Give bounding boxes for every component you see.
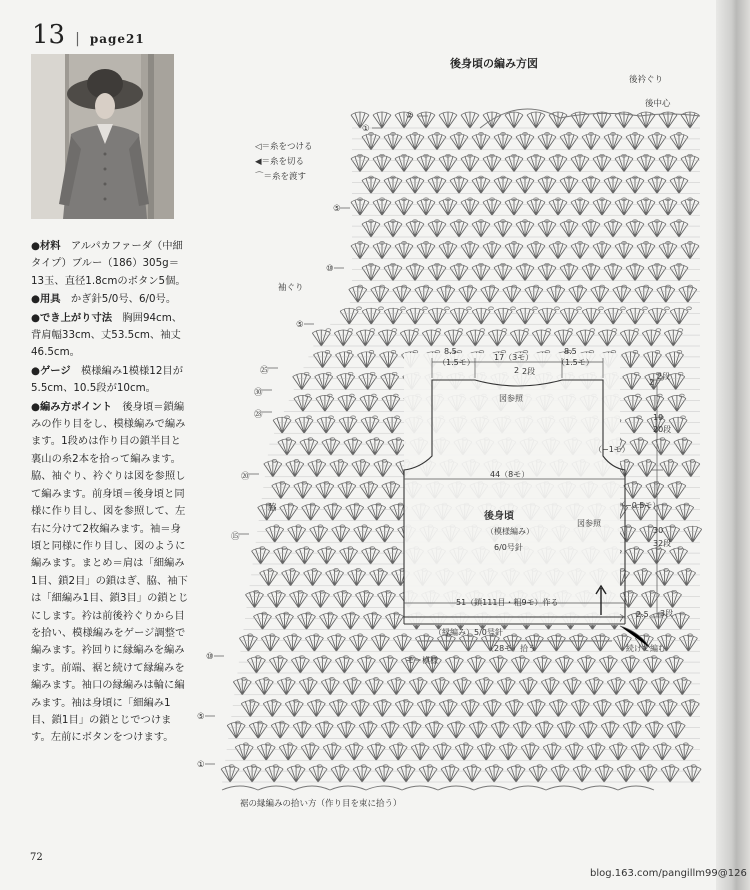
schematic-ref-top: 図参照 <box>499 394 523 403</box>
hem-pickup-note: 裾の縁編みの拾い方（作り目を束に拾う） <box>240 799 402 809</box>
row-marker: ㉘ <box>254 410 263 420</box>
row-marker: ⑮ <box>231 532 240 542</box>
row-marker: ① <box>197 760 205 770</box>
center-label: 後中心 <box>645 99 671 109</box>
shoulder-left-width: 8.5 <box>444 347 457 356</box>
armhole-rows: 20段 <box>653 425 672 434</box>
edging-height: 2.5 <box>636 610 649 619</box>
schematic-title: 後身頃 <box>484 511 514 522</box>
legend-cut: ◀＝糸を切る <box>255 157 305 167</box>
row-marker: ⑤ <box>197 712 205 722</box>
legend-attach: ◁＝糸をつける <box>255 142 313 152</box>
top-rows: 2 <box>649 378 655 387</box>
continue-note: 続けて編む <box>626 644 666 653</box>
pickup-note: （28モ）拾う <box>486 644 537 653</box>
row-marker: ② <box>406 111 414 121</box>
armhole-decrease: （−1モ） <box>594 445 630 454</box>
row-marker: ㉕ <box>260 366 269 376</box>
diagram-title: 後身頃の編み方図 <box>450 57 538 70</box>
side-rows: 32段 <box>653 539 672 548</box>
neckline-label: 後衿ぐり <box>629 75 664 85</box>
cut-icon: ◀ <box>255 157 262 167</box>
edging-note: （縁編み）5/0号針 <box>434 628 503 637</box>
edging-rows: 3段 <box>660 609 674 618</box>
row-marker: ㉚ <box>254 388 263 398</box>
header-separator: | <box>75 31 80 47</box>
bust-width: 44（8モ） <box>490 470 530 479</box>
page-number: 72 <box>30 852 43 863</box>
page-reference: page21 <box>89 32 145 46</box>
armhole-label: 袖ぐり <box>278 283 304 293</box>
side-decrease: （−0.5モ） <box>617 501 661 510</box>
neck-depth: 2 <box>514 366 520 375</box>
schematic-needle: 6/0号針 <box>494 543 523 552</box>
pattern-number: 13 <box>32 20 66 50</box>
armhole-height: 19 <box>653 413 664 422</box>
neck-width: 17（3モ） <box>494 353 534 362</box>
shoulder-right-width: 8.5 <box>564 347 577 356</box>
tools-item: ●用具 かぎ針5/0号、6/0号。 <box>31 293 177 306</box>
attach-icon: ◁ <box>255 142 262 152</box>
size-item: ●でき上がり寸法 胸囲94cm、背肩幅33cm、丈53.5cm、袖丈46.5cm。 <box>31 311 183 359</box>
row-marker: ① <box>362 124 370 134</box>
neck-depth-rows: 2段 <box>522 367 536 376</box>
carry-icon: ⌒ <box>255 172 264 182</box>
schematic-pattern: （模様編み） <box>486 527 534 536</box>
row-marker: ⑤ <box>333 204 341 214</box>
row-marker: ⑳ <box>241 472 250 482</box>
side-label: 脇 <box>268 503 277 513</box>
cast-on-note: 51（鎖111目・粗9モ）作る <box>456 598 559 607</box>
materials-item: ●材料 アルパカファーダ（中細タイプ）ブルー（186）305g＝13玉、直径1.8cmのボタン5個。 <box>31 240 186 287</box>
schematic-ref-side: 図参照 <box>577 519 601 528</box>
top-rows-count: 2段 <box>657 372 671 381</box>
shoulder-right-pattern: （1.5モ） <box>557 358 594 367</box>
legend-carry: ⌒＝糸を渡す <box>255 172 307 182</box>
shoulder-left-pattern: （1.5モ） <box>438 358 475 367</box>
row-marker: ⑩ <box>326 264 334 274</box>
row-marker: ⑩ <box>206 652 214 662</box>
side-height: 30 <box>653 526 664 535</box>
pattern-legend: モ＝模様 <box>406 656 438 665</box>
row-marker: ⑤ <box>296 320 304 330</box>
watermark: blog.163.com/pangillm99@126 <box>590 868 747 879</box>
gauge-item: ●ゲージ 模様編み1模様12目が5.5cm、10.5段が10cm。 <box>31 364 183 395</box>
method-item: ●編み方ポイント 後身頃＝鎖編みの作り目をし、模様編みで編みます。1段めは作り目の鎖半目と裏山の糸2本を拾って編みます。脇、袖ぐり、衿ぐりは図を参照して編みます。前身頃＝後身頃と同様に作り目し、図を参照して、左右に分けて2枚編みます。袖＝身頃と同様に作り目し、図のように編みます。まとめ＝肩は「細編み1目、鎖2目」の鎖はぎ、脇、袖下は「細編み1目、鎖3目」の鎖とじにします。衿は前後衿ぐりから目を拾い、模様編みをゲージ調整で編みます。衿回りに縁編みを編みます。前端、裾と続けて縁編みを編みます。袖口の縁編みは輪に編みます。袖は身頃に「細編み1目、鎖1目」の鎖とじでつけます。左前にボタンをつけます。 <box>31 400 189 744</box>
